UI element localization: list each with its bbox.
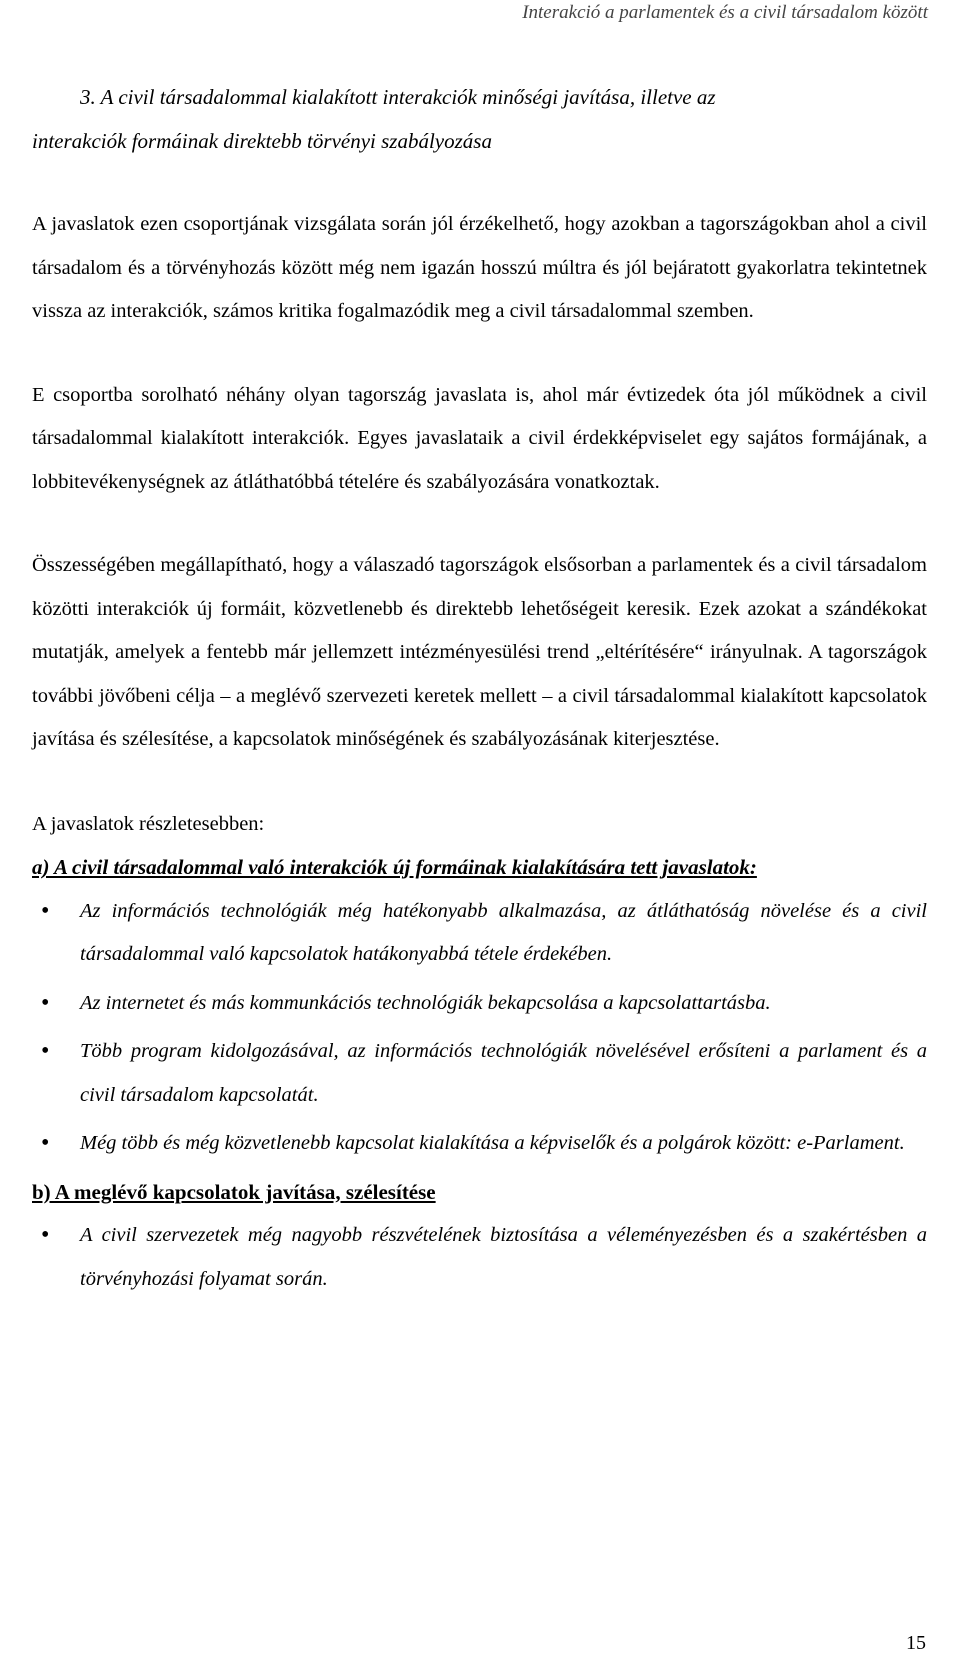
running-header: Interakció a parlamentek és a civil társadalom között: [522, 2, 928, 23]
spacer: [32, 334, 927, 374]
list-item-text: A civil szervezetek még nagyobb részvételének biztosítása a véleményezésben és a szakértésben a törvényhozási folyamat során.: [80, 1224, 927, 1290]
section-number: 3.: [80, 85, 96, 109]
page-number: 15: [906, 1632, 926, 1654]
spacer: [32, 504, 927, 544]
section-heading: [32, 76, 927, 163]
section-title-part2: interakciók formáinak direktebb törvényi szabályozása: [32, 128, 492, 153]
list-item: [32, 890, 927, 977]
section-title-part1: A civil társadalommal kialakított interakciók minőségi javítása, illetve az: [100, 85, 716, 109]
bullet-icon: •: [41, 1038, 50, 1064]
bullet-icon: •: [41, 897, 50, 924]
bullet-icon: •: [41, 1130, 50, 1156]
paragraph-1: A javaslatok ezen csoportjának vizsgálata során jól érzékelhető, hogy azokban a tagországokban ahol a civil társadalom és a törvényhozás között még nem igazán hosszú múltra és jól bejáratott gyakorlatra tekintetnek vissza az interakciók, számos kritika fogalmazódik meg a civil társadalommal szemben.: [32, 213, 927, 322]
list-item-text: Az információs technológiák még hatékonyabb alkalmazása, az átláthatóság növelése és a civil társadalommal való kapcsolatok hatákonyabbá tétele érdekében.: [80, 899, 927, 965]
list-item: [32, 1122, 927, 1166]
page-content: [32, 76, 927, 1306]
list-item: [32, 1030, 927, 1117]
bullet-icon: •: [41, 1222, 50, 1248]
spacer: [32, 762, 927, 803]
group-a-heading: a) A civil társadalommal való interakciók új formáinak kialakítására tett javaslatok:: [32, 855, 757, 879]
details-intro: A javaslatok részletesebben:: [32, 812, 265, 835]
group-a-list: [32, 890, 927, 1166]
list-item-text: Az internetet és más kommunkációs technológiák bekapcsolása a kapcsolattartásba.: [80, 991, 771, 1014]
list-item-text: Több program kidolgozásával, az információs technológiák növelésével erősíteni a parlament és a civil társadalom kapcsolatát.: [80, 1040, 927, 1106]
group-b-list: [32, 1214, 927, 1301]
paragraph-2: E csoportba sorolható néhány olyan tagország javaslata is, ahol már évtizedek óta jól működnek a civil társadalommal kialakított interakciók. Egyes javaslataik a civil érdekképviselet egy sajátos formájának, a lobbitevékenységnek az átláthatóbbá tételére és szabályozására vonatkoztak.: [32, 383, 927, 493]
spacer: [32, 163, 927, 203]
group-b-heading: b) A meglévő kapcsolatok javítása, szélesítése: [32, 1179, 436, 1204]
bullet-icon: •: [41, 989, 50, 1016]
list-item: [32, 1214, 927, 1301]
list-item-text: Még több és még közvetlenebb kapcsolat kialakítása a képviselők és a polgárok között: e-Parlament.: [80, 1132, 905, 1154]
paragraph-3: Összességében megállapítható, hogy a válaszadó tagországok elsősorban a parlamentek és a civil társadalom közötti interakciók új formáit, közvetlenebb és direktebb lehetőségeit keresik. Ezek azokat a szándékokat mutatják, amelyek a fentebb már jellemzett intézményesülési trend „eltérítésére“ irányulnak. A tagországok további jövőbeni célja – a meglévő szervezeti keretek mellett – a civil társadalommal kialakított kapcsolatok javítása és szélesítése, a kapcsolatok minőségének és szabályozásának kiterjesztése.: [32, 554, 927, 750]
list-item: [32, 982, 927, 1026]
